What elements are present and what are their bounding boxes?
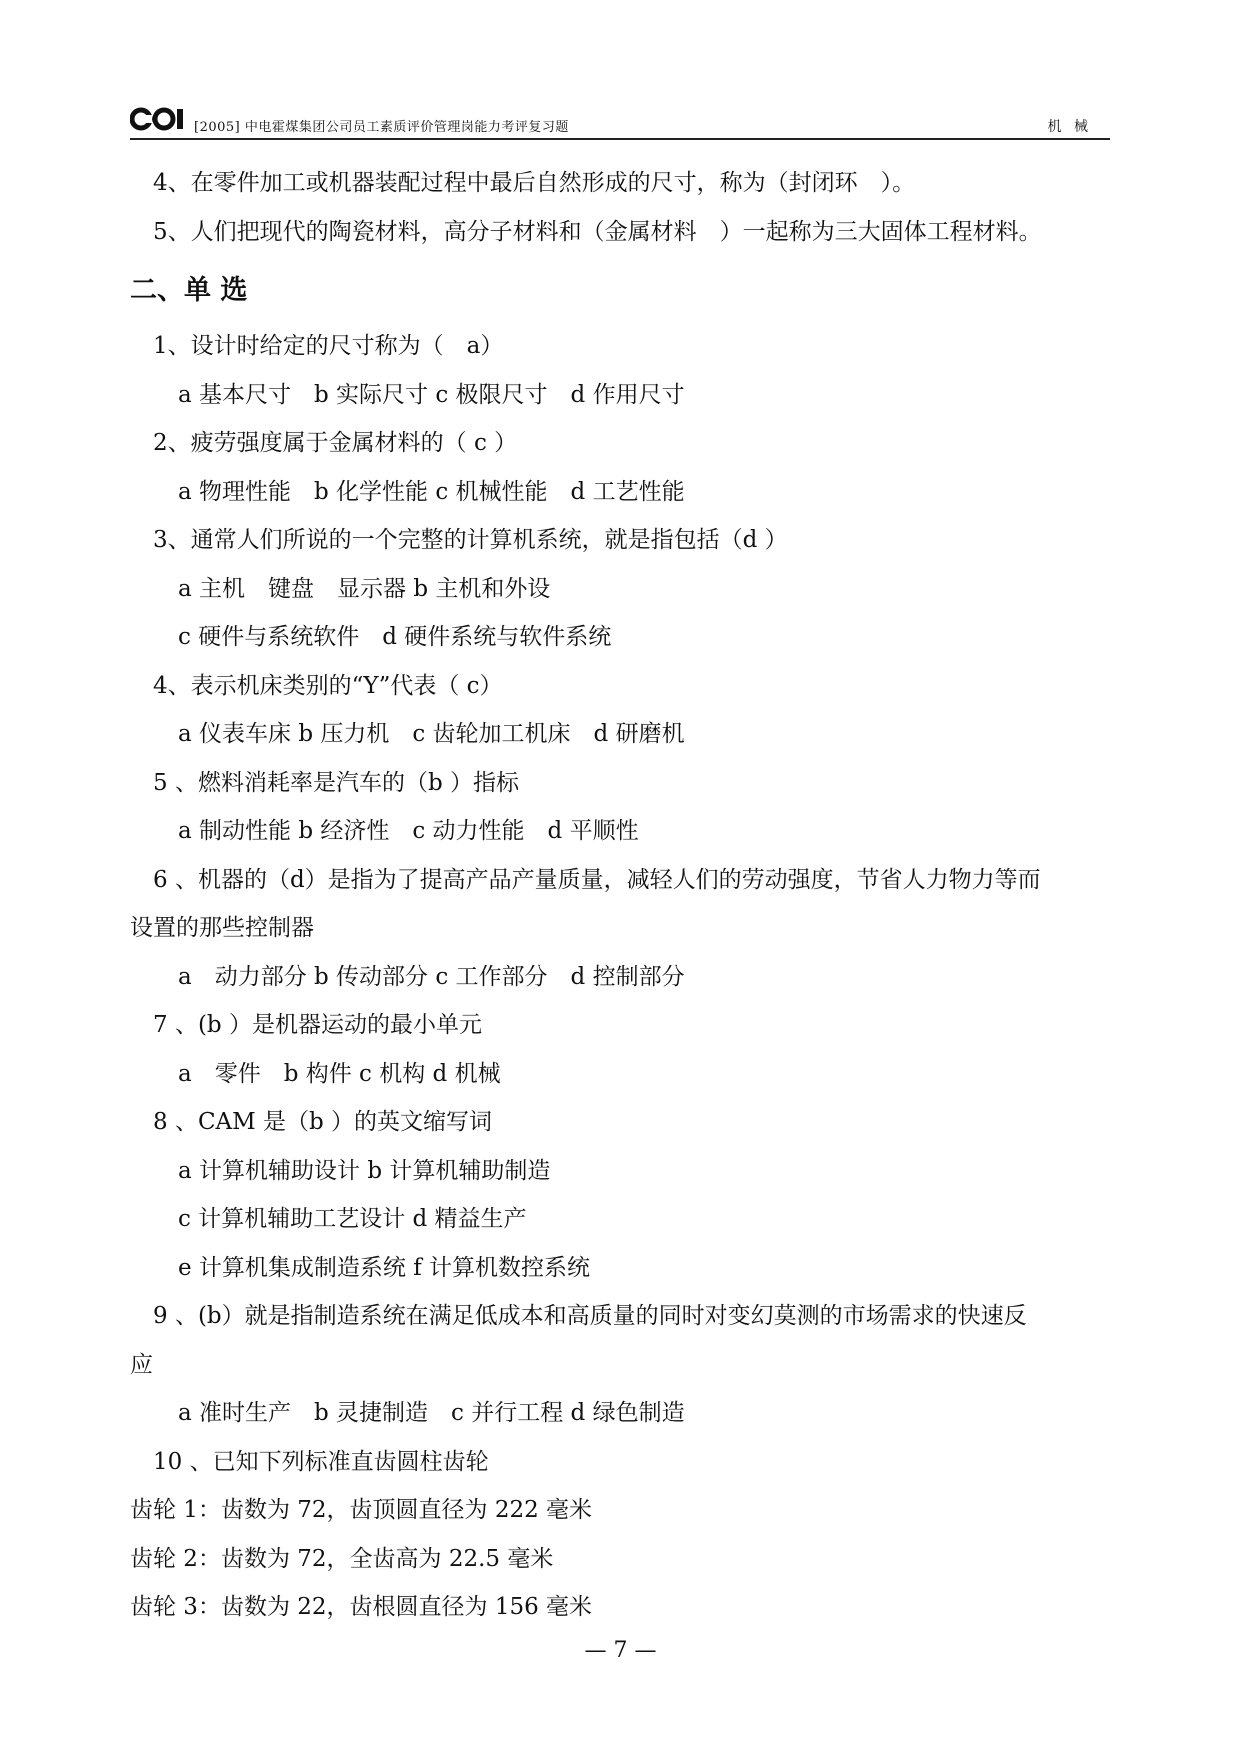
question-1-options: a 基本尺寸 b 实际尺寸 c 极限尺寸 d 作用尺寸 [178,382,685,408]
gear-3: 齿轮 3：齿数为 22，齿根圆直径为 156 毫米 [130,1594,593,1620]
question-3-options-b: c 硬件与系统软件 d 硬件系统与软件系统 [178,624,612,650]
section-title: 二、单 选 [130,275,248,306]
question-9-continued: 应 [130,1352,153,1378]
question-6-continued: 设置的那些控制器 [130,915,314,941]
header-title: [2005] 中电霍煤集团公司员工素质评价管理岗能力考评复习题 [194,120,569,135]
question-6-options: a 动力部分 b 传动部分 c 工作部分 d 控制部分 [178,964,685,990]
page-number: — 7 — [584,1638,657,1663]
fill-blank-item-5: 5、人们把现代的陶瓷材料，高分子材料和（金属材料 ）一起称为三大固体工程材料。 [153,219,1042,245]
question-1: 1、设计时给定的尺寸称为（ a） [153,333,504,359]
question-5-options: a 制动性能 b 经济性 c 动力性能 d 平顺性 [178,818,639,844]
question-8-options-a: a 计算机辅助设计 b 计算机辅助制造 [178,1158,551,1184]
gear-1: 齿轮 1：齿数为 72，齿顶圆直径为 222 毫米 [130,1497,593,1523]
fill-blank-item-4: 4、在零件加工或机器装配过程中最后自然形成的尺寸，称为（封闭环 ）。 [153,170,916,196]
header-subject: 机 械 [1047,119,1092,135]
question-10: 10 、已知下列标准直齿圆柱齿轮 [153,1449,489,1475]
question-2: 2、疲劳强度属于金属材料的（ c ） [153,430,518,456]
question-7: 7 、(b ）是机器运动的最小单元 [153,1012,482,1038]
company-logo [130,106,188,132]
question-9-options: a 准时生产 b 灵捷制造 c 并行工程 d 绿色制造 [178,1400,685,1426]
gear-2: 齿轮 2：齿数为 72，全齿高为 22.5 毫米 [130,1546,554,1572]
question-2-options: a 物理性能 b 化学性能 c 机械性能 d 工艺性能 [178,479,685,505]
question-9: 9 、(b）就是指制造系统在满足低成本和高质量的同时对变幻莫测的市场需求的快速反 [153,1303,1027,1329]
question-7-options: a 零件 b 构件 c 机构 d 机械 [178,1061,501,1087]
question-8-options-b: c 计算机辅助工艺设计 d 精益生产 [178,1206,527,1232]
question-4-options: a 仪表车床 b 压力机 c 齿轮加工机床 d 研磨机 [178,721,685,747]
question-8: 8 、CAM 是（b ）的英文缩写词 [153,1109,493,1135]
page-header [130,102,1110,140]
question-5: 5 、燃料消耗率是汽车的（b ）指标 [153,770,519,796]
question-6: 6 、机器的（d）是指为了提高产品产量质量，减轻人们的劳动强度，节省人力物力等而 [153,867,1041,893]
question-4: 4、表示机床类别的“Y”代表（ c） [153,673,503,699]
question-3: 3、通常人们所说的一个完整的计算机系统，就是指包括（d ） [153,527,788,553]
question-8-options-c: e 计算机集成制造系统 f 计算机数控系统 [178,1255,591,1281]
question-3-options-a: a 主机 键盘 显示器 b 主机和外设 [178,576,551,602]
